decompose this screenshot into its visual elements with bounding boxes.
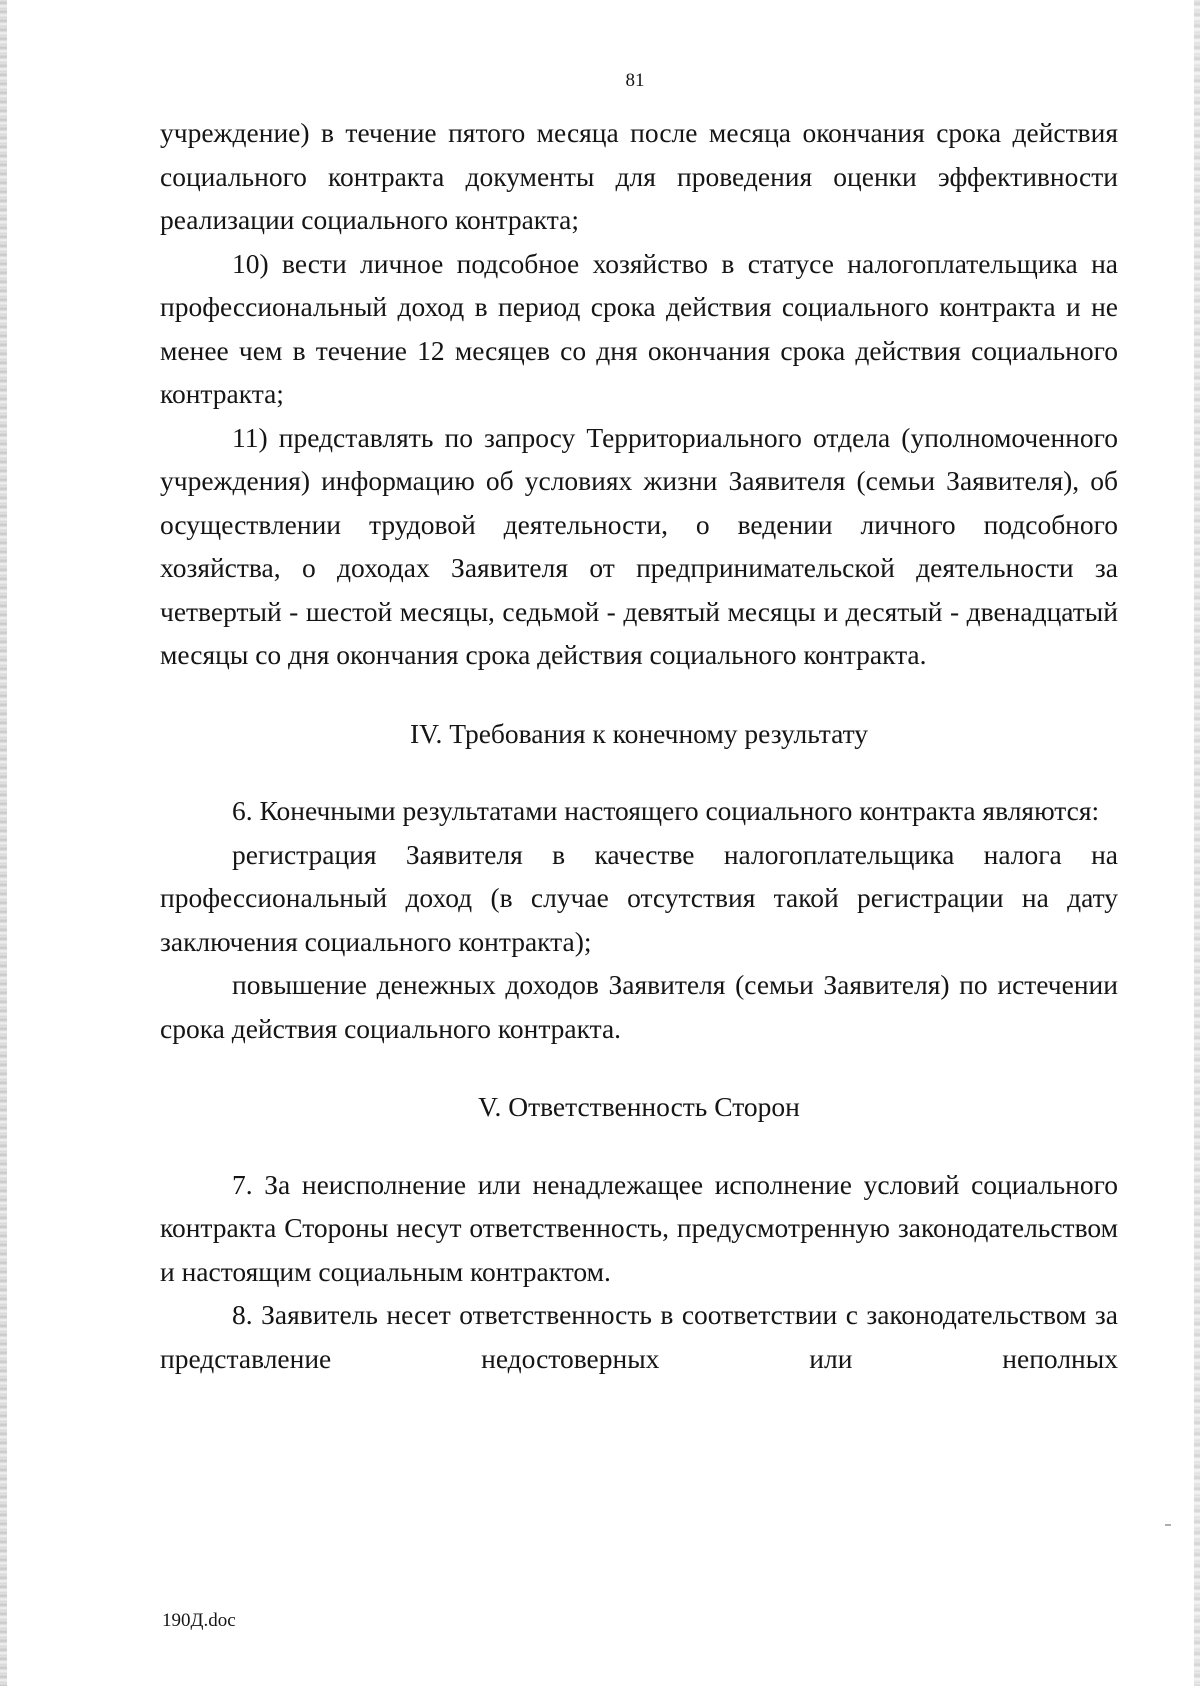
section-heading-v: V. Ответственность Сторон <box>478 1091 800 1122</box>
paragraph-registration: регистрация Заявителя в качестве налогоплательщика налога на профессиональный доход (в случае отсутствия такой регистрации на дату заключения социального контракта); <box>160 838 1118 957</box>
paragraph-item-6: 6. Конечными результатами настоящего социального контракта являются: <box>232 795 1100 826</box>
paragraph-income-increase: повышение денежных доходов Заявителя (семьи Заявителя) по истечении срока действия социального контракта. <box>160 969 1118 1044</box>
paragraph-continuation: учреждение) в течение пятого месяца после месяца окончания срока действия социального контракта документы для проведения оценки эффективности реализации социального контракта; <box>160 117 1118 235</box>
scan-right-edge <box>1194 0 1200 1686</box>
spacer <box>160 755 1118 789</box>
section-heading-iv: IV. Требования к конечному результату <box>409 717 869 749</box>
paragraph-item-8: 8. Заявитель несет ответственность в соответствии с законодательством за представление недостоверных или неполных <box>160 1299 1118 1374</box>
spacer <box>160 677 1118 712</box>
page-number: 81 <box>625 70 645 91</box>
paragraph-item-7: 7. За неисполнение или ненадлежащее исполнение условий социального контракта Стороны несут ответственность, предусмотренную законодательством и настоящим социальным контрактом. <box>160 1168 1118 1287</box>
footer-filename: 190Д.doc <box>162 1610 236 1631</box>
scan-left-edge <box>0 0 7 1686</box>
scan-artifact <box>1165 1524 1171 1526</box>
spacer <box>160 1129 1118 1163</box>
document-body <box>160 111 1118 1380</box>
paragraph-item-11: 11) представлять по запросу Территориального отдела (уполномоченного учреждения) информацию об условиях жизни Заявителя (семьи Заявителя), об осуществлении трудовой деятельности, о ведении личного подсобного хозяйства, о доходах Заявителя от предпринимательской деятельности за четвертый - шестой месяцы, седьмой - девятый месяцы и десятый - двенадцатый месяцы со дня окончания срока действия социального контракта. <box>160 421 1118 670</box>
paragraph-item-10: 10) вести личное подсобное хозяйство в статусе налогоплательщика на профессиональный доход в период срока действия социального контракта и не менее чем в течение 12 месяцев со дня окончания срока действия социального контракта; <box>160 247 1118 409</box>
spacer <box>160 1050 1118 1085</box>
